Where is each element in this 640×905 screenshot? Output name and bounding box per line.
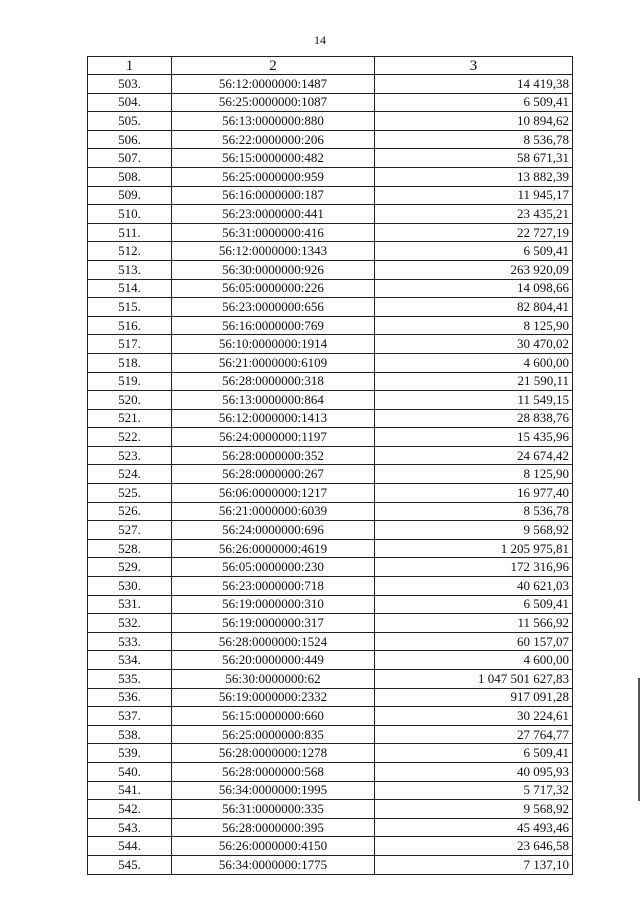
row-number-cell: 505. <box>88 112 172 131</box>
value-cell: 40 095,93 <box>375 762 573 781</box>
value-cell: 13 882,39 <box>375 167 573 186</box>
cadastral-number-cell: 56:31:0000000:335 <box>172 800 375 819</box>
table-row <box>88 465 573 484</box>
cadastral-number-cell: 56:28:0000000:318 <box>172 372 375 391</box>
table-row <box>88 577 573 596</box>
table-row <box>88 279 573 298</box>
table-row <box>88 335 573 354</box>
value-cell: 11 549,15 <box>375 391 573 410</box>
row-number-cell: 519. <box>88 372 172 391</box>
table-row <box>88 781 573 800</box>
row-number-cell: 510. <box>88 205 172 224</box>
table-row <box>88 762 573 781</box>
table-row <box>88 186 573 205</box>
row-number-cell: 518. <box>88 353 172 372</box>
table-row <box>88 409 573 428</box>
row-number-cell: 541. <box>88 781 172 800</box>
value-cell: 27 764,77 <box>375 725 573 744</box>
row-number-cell: 522. <box>88 428 172 447</box>
table-row <box>88 149 573 168</box>
row-number-cell: 508. <box>88 167 172 186</box>
row-number-cell: 532. <box>88 614 172 633</box>
table-row <box>88 372 573 391</box>
table-row <box>88 855 573 874</box>
table-row <box>88 223 573 242</box>
row-number-cell: 543. <box>88 818 172 837</box>
value-cell: 14 419,38 <box>375 75 573 94</box>
cadastral-number-cell: 56:05:0000000:230 <box>172 558 375 577</box>
value-cell: 23 435,21 <box>375 205 573 224</box>
row-number-cell: 512. <box>88 242 172 261</box>
cadastral-number-cell: 56:05:0000000:226 <box>172 279 375 298</box>
row-number-cell: 538. <box>88 725 172 744</box>
row-number-cell: 509. <box>88 186 172 205</box>
value-cell: 917 091,28 <box>375 688 573 707</box>
table-row <box>88 353 573 372</box>
table-row <box>88 688 573 707</box>
table-row <box>88 242 573 261</box>
row-number-cell: 542. <box>88 800 172 819</box>
cadastral-number-cell: 56:13:0000000:880 <box>172 112 375 131</box>
cadastral-number-cell: 56:23:0000000:441 <box>172 205 375 224</box>
table-row <box>88 167 573 186</box>
cadastral-number-cell: 56:21:0000000:6039 <box>172 502 375 521</box>
row-number-cell: 528. <box>88 539 172 558</box>
row-number-cell: 507. <box>88 149 172 168</box>
cadastral-number-cell: 56:28:0000000:267 <box>172 465 375 484</box>
cadastral-number-cell: 56:12:0000000:1413 <box>172 409 375 428</box>
cadastral-number-cell: 56:26:0000000:4619 <box>172 539 375 558</box>
row-number-cell: 517. <box>88 335 172 354</box>
value-cell: 14 098,66 <box>375 279 573 298</box>
cadastral-number-cell: 56:28:0000000:352 <box>172 446 375 465</box>
cadastral-number-cell: 56:26:0000000:4150 <box>172 837 375 856</box>
cadastral-number-cell: 56:20:0000000:449 <box>172 651 375 670</box>
table-row <box>88 391 573 410</box>
value-cell: 6 509,41 <box>375 242 573 261</box>
table-row <box>88 670 573 689</box>
cadastral-number-cell: 56:28:0000000:395 <box>172 818 375 837</box>
table-row <box>88 521 573 540</box>
row-number-cell: 544. <box>88 837 172 856</box>
cadastral-number-cell: 56:28:0000000:1524 <box>172 632 375 651</box>
cadastral-number-cell: 56:23:0000000:718 <box>172 577 375 596</box>
cadastral-number-cell: 56:30:0000000:62 <box>172 670 375 689</box>
value-cell: 11 945,17 <box>375 186 573 205</box>
value-cell: 24 674,42 <box>375 446 573 465</box>
table-row <box>88 707 573 726</box>
cadastral-number-cell: 56:19:0000000:317 <box>172 614 375 633</box>
cadastral-number-cell: 56:25:0000000:1087 <box>172 93 375 112</box>
table-row <box>88 75 573 94</box>
table-row <box>88 595 573 614</box>
cadastral-number-cell: 56:10:0000000:1914 <box>172 335 375 354</box>
value-cell: 1 205 975,81 <box>375 539 573 558</box>
value-cell: 23 646,58 <box>375 837 573 856</box>
row-number-cell: 540. <box>88 762 172 781</box>
table-row <box>88 205 573 224</box>
row-number-cell: 526. <box>88 502 172 521</box>
table-row <box>88 651 573 670</box>
row-number-cell: 515. <box>88 298 172 317</box>
row-number-cell: 514. <box>88 279 172 298</box>
value-cell: 40 621,03 <box>375 577 573 596</box>
table-header <box>88 57 573 75</box>
cadastral-number-cell: 56:30:0000000:926 <box>172 260 375 279</box>
row-number-cell: 516. <box>88 316 172 335</box>
row-number-cell: 531. <box>88 595 172 614</box>
value-cell: 30 224,61 <box>375 707 573 726</box>
page-number: 14 <box>314 33 326 47</box>
table-row <box>88 298 573 317</box>
row-number-cell: 529. <box>88 558 172 577</box>
row-number-cell: 523. <box>88 446 172 465</box>
cadastral-number-cell: 56:15:0000000:660 <box>172 707 375 726</box>
value-cell: 1 047 501 627,83 <box>375 670 573 689</box>
value-cell: 22 727,19 <box>375 223 573 242</box>
value-cell: 11 566,92 <box>375 614 573 633</box>
cadastral-number-cell: 56:13:0000000:864 <box>172 391 375 410</box>
table-row <box>88 744 573 763</box>
value-cell: 172 316,96 <box>375 558 573 577</box>
column-header-3: 3 <box>375 57 573 75</box>
row-number-cell: 520. <box>88 391 172 410</box>
value-cell: 8 536,78 <box>375 502 573 521</box>
table-row <box>88 484 573 503</box>
table-row <box>88 112 573 131</box>
row-number-cell: 535. <box>88 670 172 689</box>
cadastral-number-cell: 56:24:0000000:1197 <box>172 428 375 447</box>
cadastral-number-cell: 56:21:0000000:6109 <box>172 353 375 372</box>
table-row <box>88 539 573 558</box>
row-number-cell: 513. <box>88 260 172 279</box>
cadastral-number-cell: 56:15:0000000:482 <box>172 149 375 168</box>
value-cell: 6 509,41 <box>375 595 573 614</box>
value-cell: 16 977,40 <box>375 484 573 503</box>
row-number-cell: 527. <box>88 521 172 540</box>
value-cell: 9 568,92 <box>375 800 573 819</box>
row-number-cell: 525. <box>88 484 172 503</box>
table-row <box>88 93 573 112</box>
value-cell: 8 536,78 <box>375 130 573 149</box>
value-cell: 10 894,62 <box>375 112 573 131</box>
value-cell: 4 600,00 <box>375 353 573 372</box>
table-row <box>88 725 573 744</box>
table-row <box>88 130 573 149</box>
cadastral-number-cell: 56:23:0000000:656 <box>172 298 375 317</box>
row-number-cell: 534. <box>88 651 172 670</box>
table-row <box>88 260 573 279</box>
cadastral-number-cell: 56:34:0000000:1995 <box>172 781 375 800</box>
row-number-cell: 521. <box>88 409 172 428</box>
cadastral-number-cell: 56:16:0000000:769 <box>172 316 375 335</box>
value-cell: 30 470,02 <box>375 335 573 354</box>
row-number-cell: 511. <box>88 223 172 242</box>
table-row <box>88 558 573 577</box>
row-number-cell: 503. <box>88 75 172 94</box>
cadastral-number-cell: 56:22:0000000:206 <box>172 130 375 149</box>
table-row <box>88 800 573 819</box>
column-header-1: 1 <box>88 57 172 75</box>
cadastral-number-cell: 56:28:0000000:1278 <box>172 744 375 763</box>
cadastral-number-cell: 56:12:0000000:1343 <box>172 242 375 261</box>
cadastral-number-cell: 56:25:0000000:959 <box>172 167 375 186</box>
value-cell: 4 600,00 <box>375 651 573 670</box>
value-cell: 263 920,09 <box>375 260 573 279</box>
value-cell: 9 568,92 <box>375 521 573 540</box>
value-cell: 15 435,96 <box>375 428 573 447</box>
row-number-cell: 545. <box>88 855 172 874</box>
data-table <box>87 56 573 875</box>
row-number-cell: 506. <box>88 130 172 149</box>
table-row <box>88 428 573 447</box>
cadastral-number-cell: 56:12:0000000:1487 <box>172 75 375 94</box>
row-number-cell: 539. <box>88 744 172 763</box>
value-cell: 5 717,32 <box>375 781 573 800</box>
value-cell: 21 590,11 <box>375 372 573 391</box>
cadastral-number-cell: 56:28:0000000:568 <box>172 762 375 781</box>
table-header-row <box>88 57 573 75</box>
table-row <box>88 818 573 837</box>
cadastral-number-cell: 56:24:0000000:696 <box>172 521 375 540</box>
value-cell: 8 125,90 <box>375 465 573 484</box>
row-number-cell: 537. <box>88 707 172 726</box>
table-body <box>88 75 573 875</box>
value-cell: 82 804,41 <box>375 298 573 317</box>
value-cell: 8 125,90 <box>375 316 573 335</box>
cadastral-number-cell: 56:06:0000000:1217 <box>172 484 375 503</box>
cadastral-number-cell: 56:34:0000000:1775 <box>172 855 375 874</box>
table-row <box>88 632 573 651</box>
table-row <box>88 614 573 633</box>
value-cell: 45 493,46 <box>375 818 573 837</box>
value-cell: 60 157,07 <box>375 632 573 651</box>
row-number-cell: 530. <box>88 577 172 596</box>
row-number-cell: 524. <box>88 465 172 484</box>
cadastral-number-cell: 56:25:0000000:835 <box>172 725 375 744</box>
row-number-cell: 536. <box>88 688 172 707</box>
value-cell: 58 671,31 <box>375 149 573 168</box>
value-cell: 6 509,41 <box>375 93 573 112</box>
value-cell: 28 838,76 <box>375 409 573 428</box>
row-number-cell: 504. <box>88 93 172 112</box>
table-row <box>88 316 573 335</box>
table-row <box>88 502 573 521</box>
column-header-2: 2 <box>172 57 375 75</box>
cadastral-number-cell: 56:19:0000000:310 <box>172 595 375 614</box>
cadastral-number-cell: 56:19:0000000:2332 <box>172 688 375 707</box>
table-row <box>88 446 573 465</box>
value-cell: 7 137,10 <box>375 855 573 874</box>
cadastral-number-cell: 56:31:0000000:416 <box>172 223 375 242</box>
value-cell: 6 509,41 <box>375 744 573 763</box>
table-row <box>88 837 573 856</box>
cadastral-number-cell: 56:16:0000000:187 <box>172 186 375 205</box>
row-number-cell: 533. <box>88 632 172 651</box>
